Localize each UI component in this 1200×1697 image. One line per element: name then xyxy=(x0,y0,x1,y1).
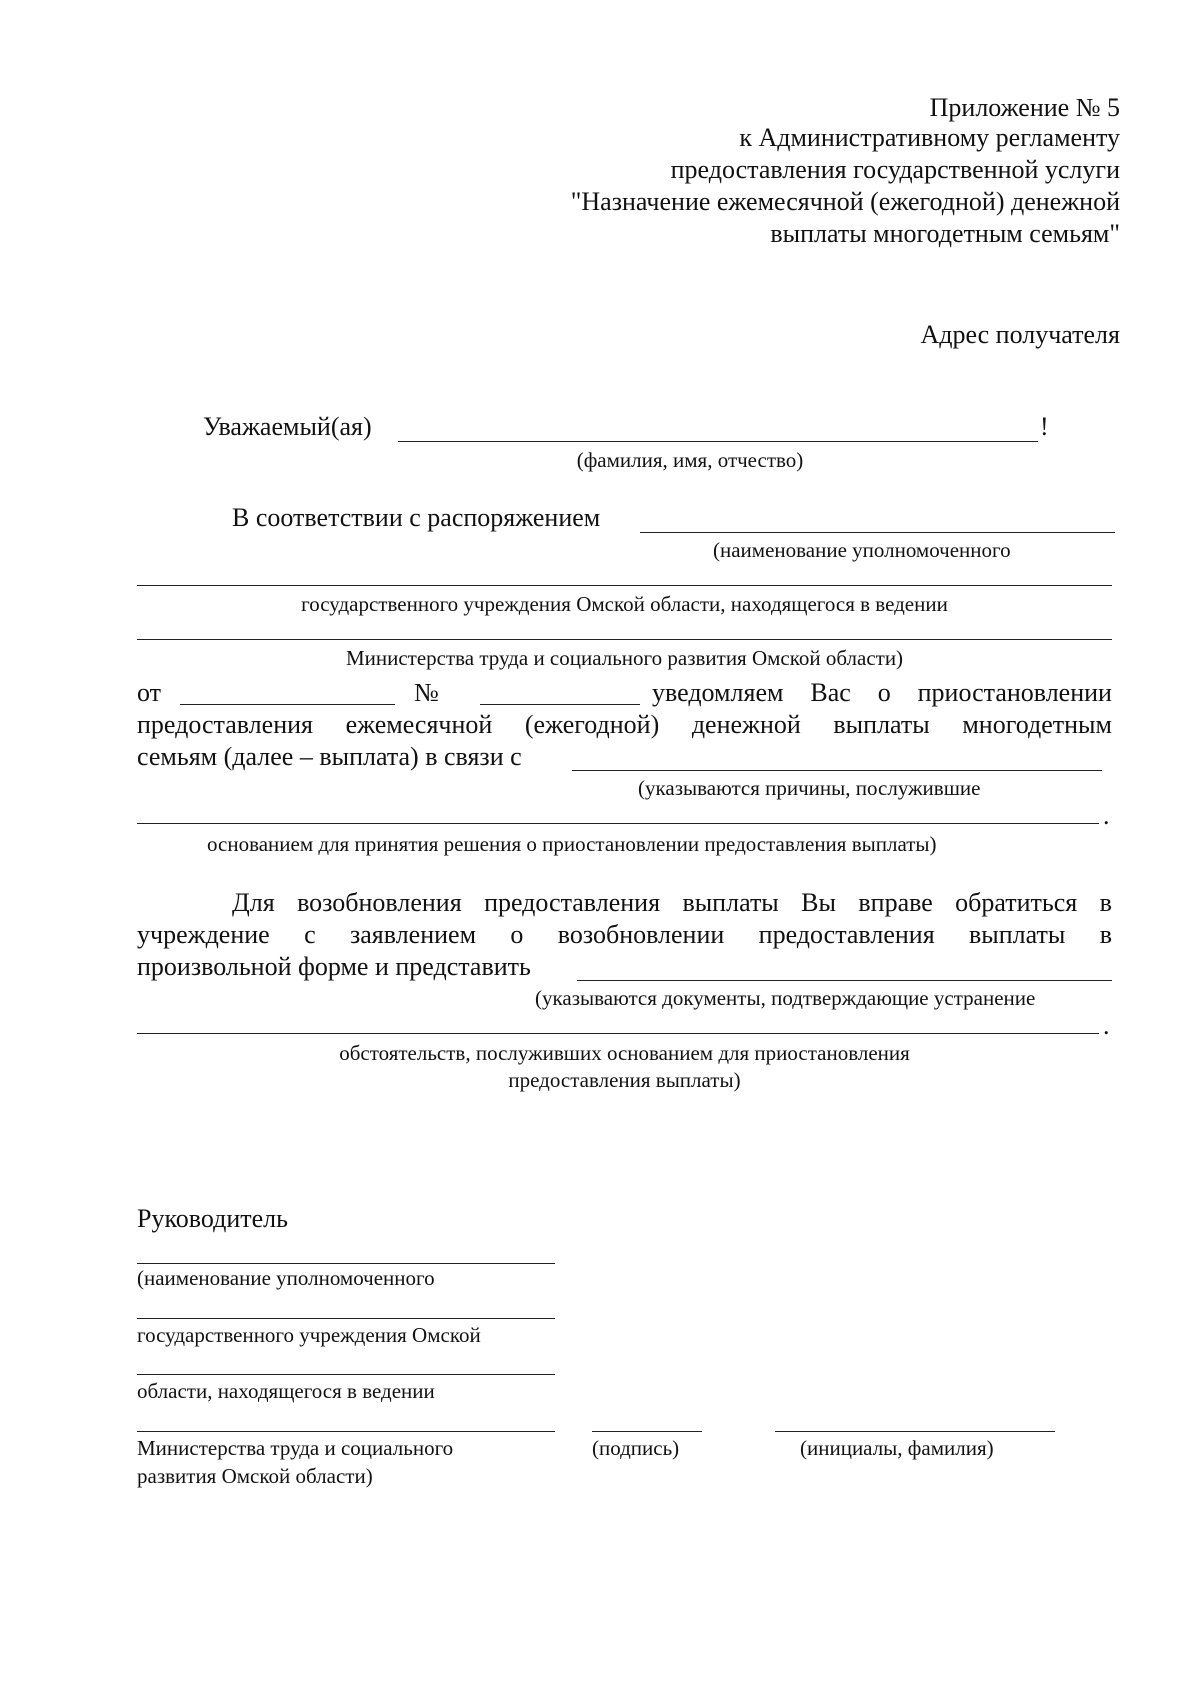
para2-line2: учреждение с заявлением о возобновлении предоставления выплаты в xyxy=(137,920,1112,949)
documents-period: . xyxy=(1103,1011,1110,1040)
reason-hint-1: (указываются причины, послужившие xyxy=(638,776,981,800)
signature-hint: (подпись) xyxy=(592,1436,680,1460)
sig-org-hint-2: государственного учреждения Омской xyxy=(137,1323,481,1347)
documents-hint-3: предоставления выплаты) xyxy=(508,1068,741,1092)
sig-org-line-1 xyxy=(137,1263,555,1264)
appendix-service: предоставления государственной услуги xyxy=(670,155,1120,184)
sig-org-hint-5: развития Омской области) xyxy=(137,1464,373,1488)
date-fill-line xyxy=(180,704,395,705)
para1-line1: уведомляем Вас о приостановлении xyxy=(652,678,1112,707)
reason-fill-line-2 xyxy=(137,823,1099,824)
appendix-number: Приложение № 5 xyxy=(929,93,1120,122)
sig-org-line-3 xyxy=(137,1374,555,1375)
order-hint-3: Министерства труда и социального развития Омской области) xyxy=(345,646,904,670)
documents-hint-2: обстоятельств, послуживших основанием для приостановления xyxy=(339,1041,910,1065)
para2-line1: Для возобновления предоставления выплаты Вы вправе обратиться в xyxy=(232,888,1112,917)
recipient-address-label: Адрес получателя xyxy=(920,320,1120,349)
name-fill-line xyxy=(775,1431,1055,1432)
greeting-label: Уважаемый(ая) xyxy=(203,412,372,441)
sig-org-hint-3: области, находящегося в ведении xyxy=(137,1379,435,1403)
order-intro: В соответствии с распоряжением xyxy=(232,503,601,532)
name-hint: (инициалы, фамилия) xyxy=(800,1436,994,1460)
fio-hint: (фамилия, имя, отчество) xyxy=(576,448,804,472)
order-fill-line xyxy=(640,532,1115,533)
fio-fill-line xyxy=(398,441,1038,442)
order-hint-1: (наименование уполномоченного xyxy=(713,538,1011,562)
appendix-service-name: "Назначение ежемесячной (ежегодной) денежной xyxy=(570,187,1120,216)
order-fill-line-3 xyxy=(137,639,1112,640)
documents-fill-line-2 xyxy=(137,1033,1099,1034)
order-fill-line-2 xyxy=(137,585,1112,586)
sig-org-line-2 xyxy=(137,1318,555,1319)
sig-org-hint-4: Министерства труда и социального xyxy=(137,1436,454,1460)
order-hint-2: государственного учреждения Омской области, находящегося в ведении xyxy=(301,592,948,616)
date-label: от xyxy=(137,678,162,707)
reason-fill-line xyxy=(572,770,1102,771)
appendix-service-name-end: выплаты многодетным семьям" xyxy=(770,219,1120,248)
para2-line3: произвольной форме и представить xyxy=(137,952,531,981)
documents-fill-line xyxy=(577,980,1112,981)
para1-line3: семьям (далее – выплата) в связи с xyxy=(137,742,522,771)
appendix-ref: к Административному регламенту xyxy=(739,123,1120,152)
documents-hint-1: (указываются документы, подтверждающие устранение xyxy=(535,986,1036,1010)
sig-org-hint-1: (наименование уполномоченного xyxy=(137,1266,435,1290)
sig-org-line-4 xyxy=(137,1431,555,1432)
number-label: № xyxy=(414,678,439,707)
reason-period: . xyxy=(1103,801,1110,830)
signature-fill-line xyxy=(592,1431,702,1432)
signature-title: Руководитель xyxy=(137,1204,288,1233)
greeting-exclamation: ! xyxy=(1040,412,1049,441)
para1-line2: предоставления ежемесячной (ежегодной) денежной выплаты многодетным xyxy=(137,710,1112,739)
number-fill-line xyxy=(480,704,640,705)
reason-hint-2: основанием для принятия решения о приостановлении предоставления выплаты) xyxy=(207,832,937,856)
